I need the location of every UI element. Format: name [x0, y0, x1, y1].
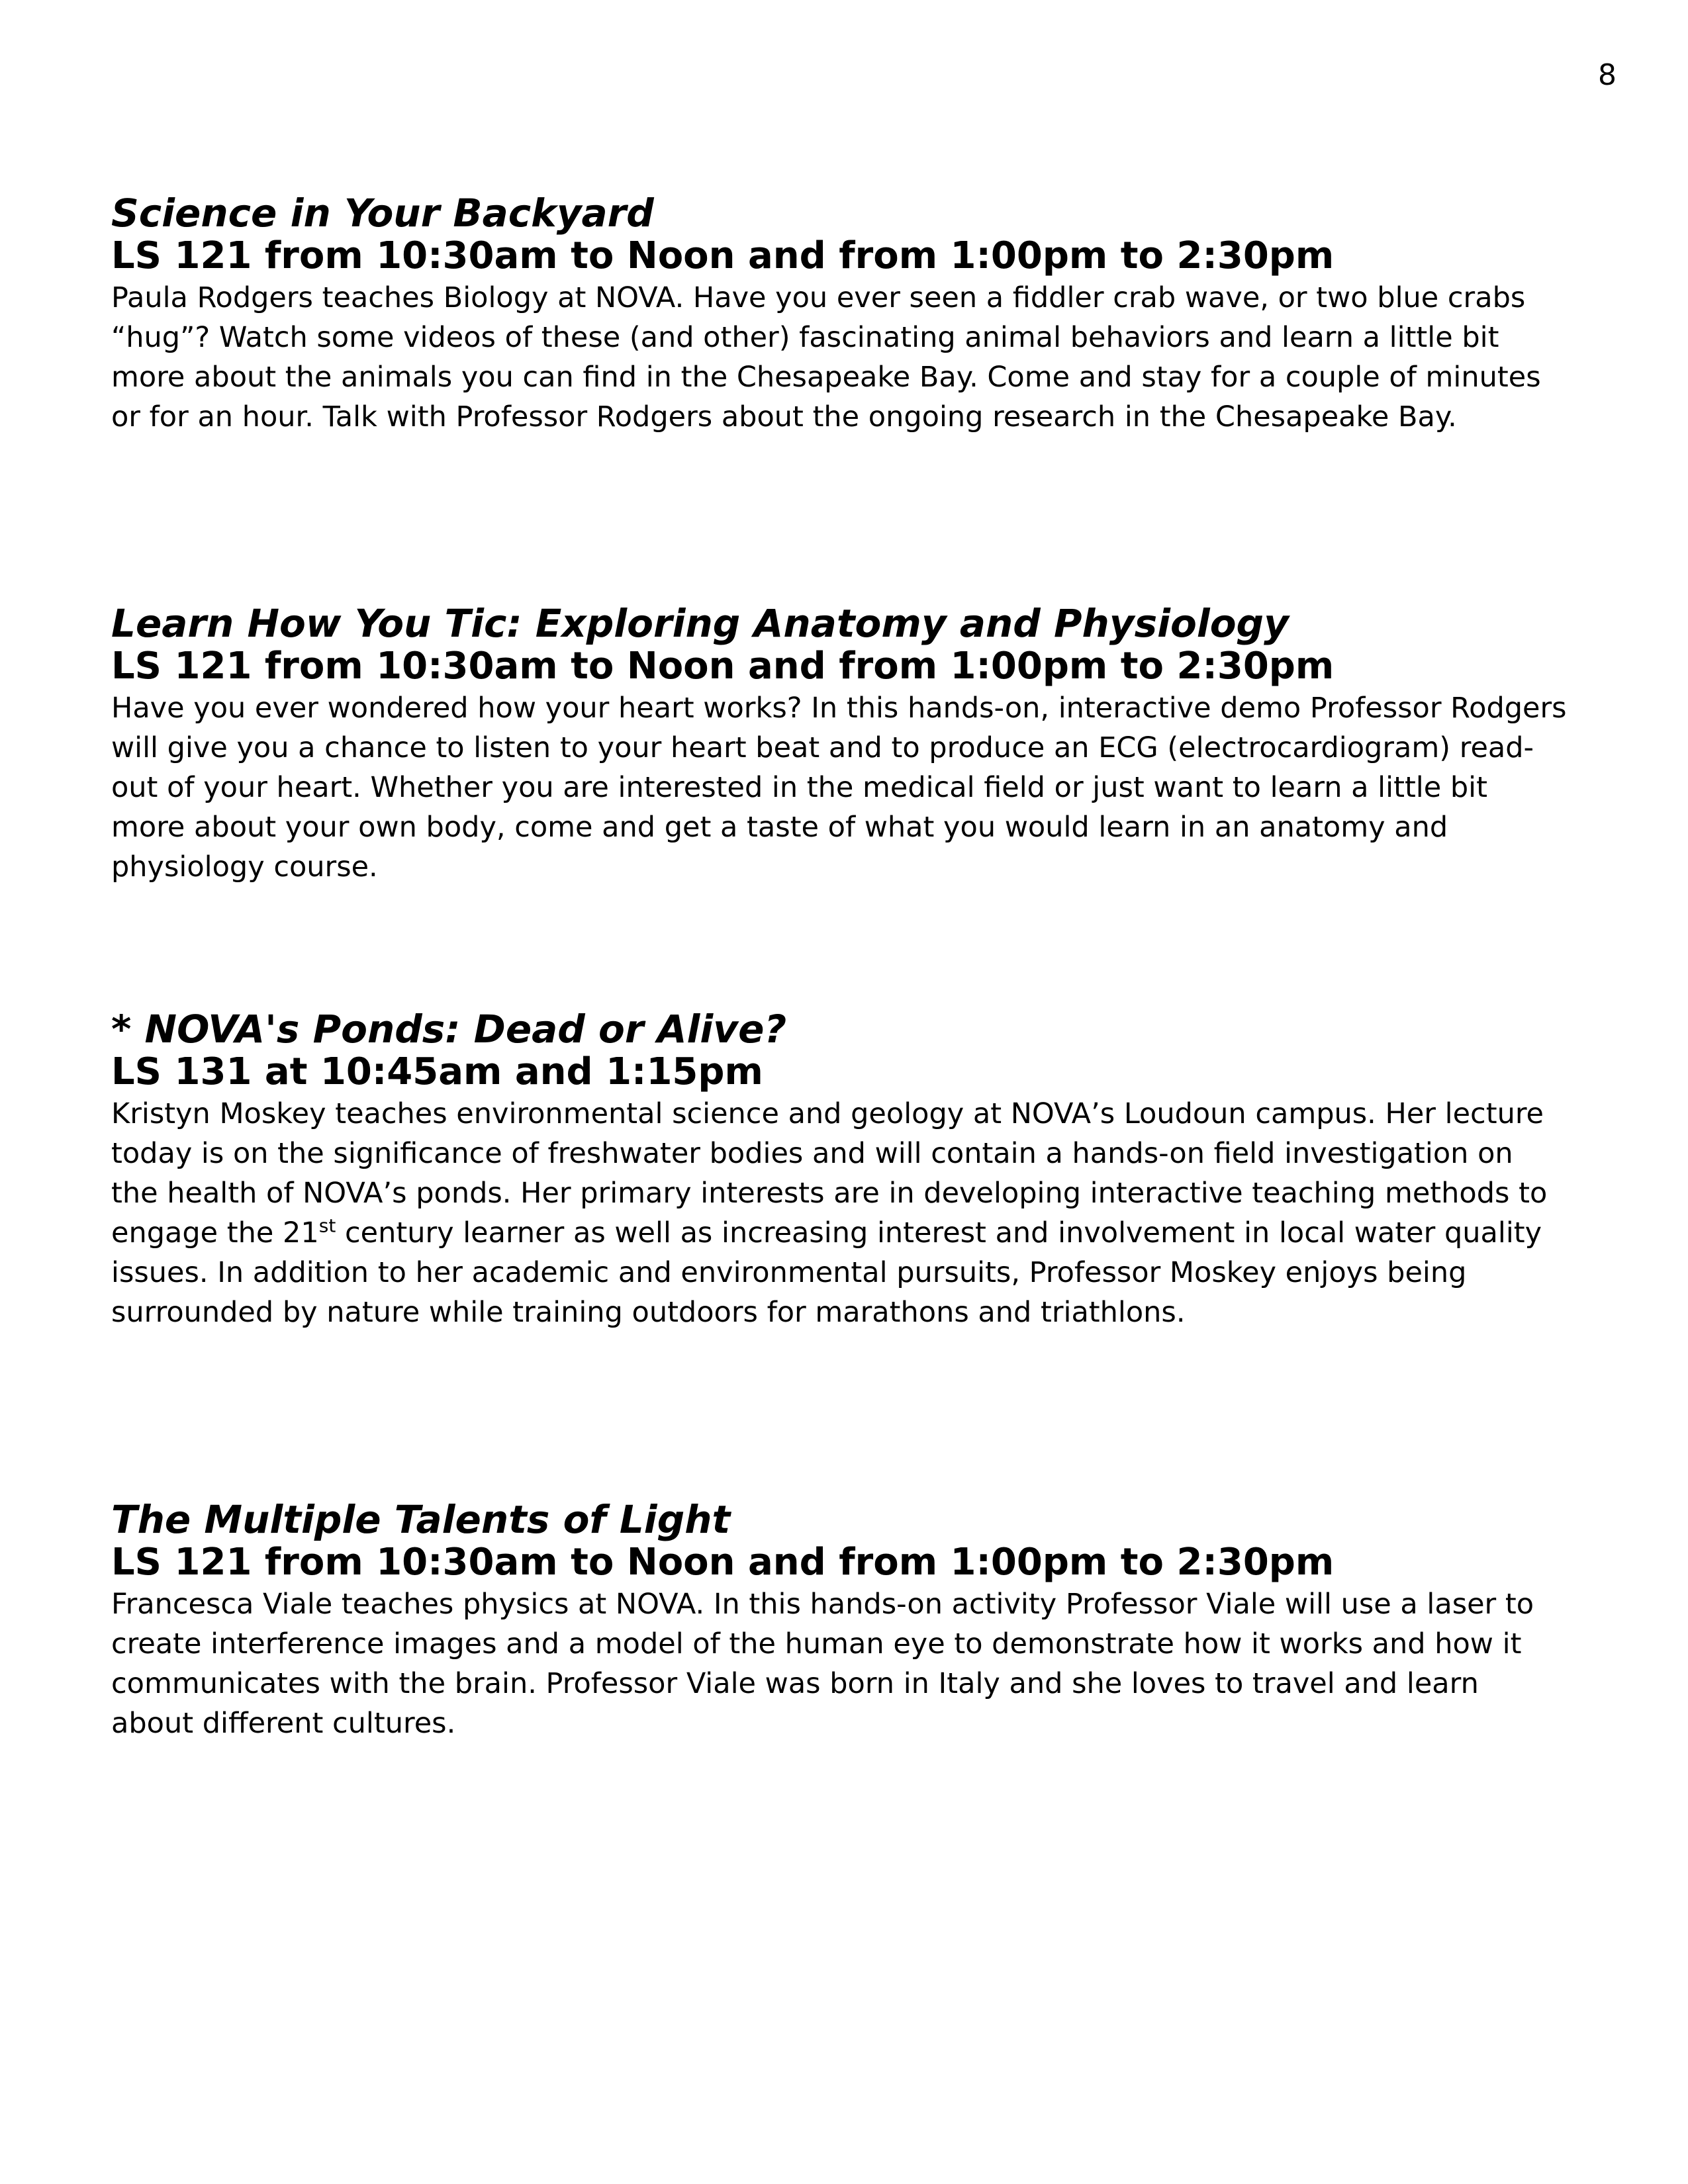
section-title: Learn How You Tic: Exploring Anatomy and Physiology	[111, 601, 1289, 646]
section-schedule: LS 121 from 10:30am to Noon and from 1:00pm to 2:30pm	[111, 1541, 1335, 1584]
section-title: The Multiple Talents of Light	[111, 1497, 731, 1542]
section-description: Francesca Viale teaches physics at NOVA. In this hands-on activity Professor Viale will use a laser to create interference images and a model of the human eye to demonstrate how it works and how it communicates with the brain. Professor Viale was born in Italy and she loves to travel and learn about different cultures.	[111, 1588, 1534, 1740]
description-text: Kristyn Moskey teaches environmental science and geology at NOVA’s Loudoun campus. Her lecture today is on the significance of freshwater bodies and will contain a hands-on field investigation on the health of NOVA’s ponds. Her primary interests are in developing interactive teaching methods to engage the 21	[111, 1097, 1548, 1250]
section-title: * NOVA's Ponds: Dead or Alive?	[111, 1007, 787, 1052]
section-title: Science in Your Backyard	[111, 191, 654, 236]
section-multiple-talents-light	[111, 1498, 1568, 1743]
ordinal-suffix: st	[318, 1214, 336, 1237]
description-text: century learner as well as increasing interest and involvement in local water quality issues. In addition to her academic and environmental pursuits, Professor Moskey enjoys being surrounded by nature while training outdoors for marathons and triathlons.	[111, 1216, 1542, 1329]
page-number: 8	[1598, 58, 1617, 92]
section-description: Have you ever wondered how your heart works? In this hands-on, interactive demo Professor Rodgers will give you a chance to listen to your heart beat and to produce an ECG (electrocardiogram) read-out of your heart. Whether you are interested in the medical field or just want to learn a little bit more about your own body, come and get a taste of what you would learn in an anatomy and physiology course.	[111, 692, 1567, 884]
section-learn-how-you-tic	[111, 602, 1568, 887]
section-schedule: LS 121 from 10:30am to Noon and from 1:00pm to 2:30pm	[111, 234, 1335, 277]
section-schedule: LS 121 from 10:30am to Noon and from 1:00pm to 2:30pm	[111, 645, 1335, 688]
section-description	[111, 1094, 1568, 1332]
section-description: Paula Rodgers teaches Biology at NOVA. Have you ever seen a fiddler crab wave, or two blue crabs “hug”? Watch some videos of these (and other) fascinating animal behaviors and learn a little bit more about the animals you can find in the Chesapeake Bay. Come and stay for a couple of minutes or for an hour. Talk with Professor Rodgers about the ongoing research in the Chesapeake Bay.	[111, 281, 1541, 433]
section-nova-ponds	[111, 1008, 1568, 1332]
section-science-backyard	[111, 192, 1568, 437]
section-schedule: LS 131 at 10:45am and 1:15pm	[111, 1050, 763, 1093]
